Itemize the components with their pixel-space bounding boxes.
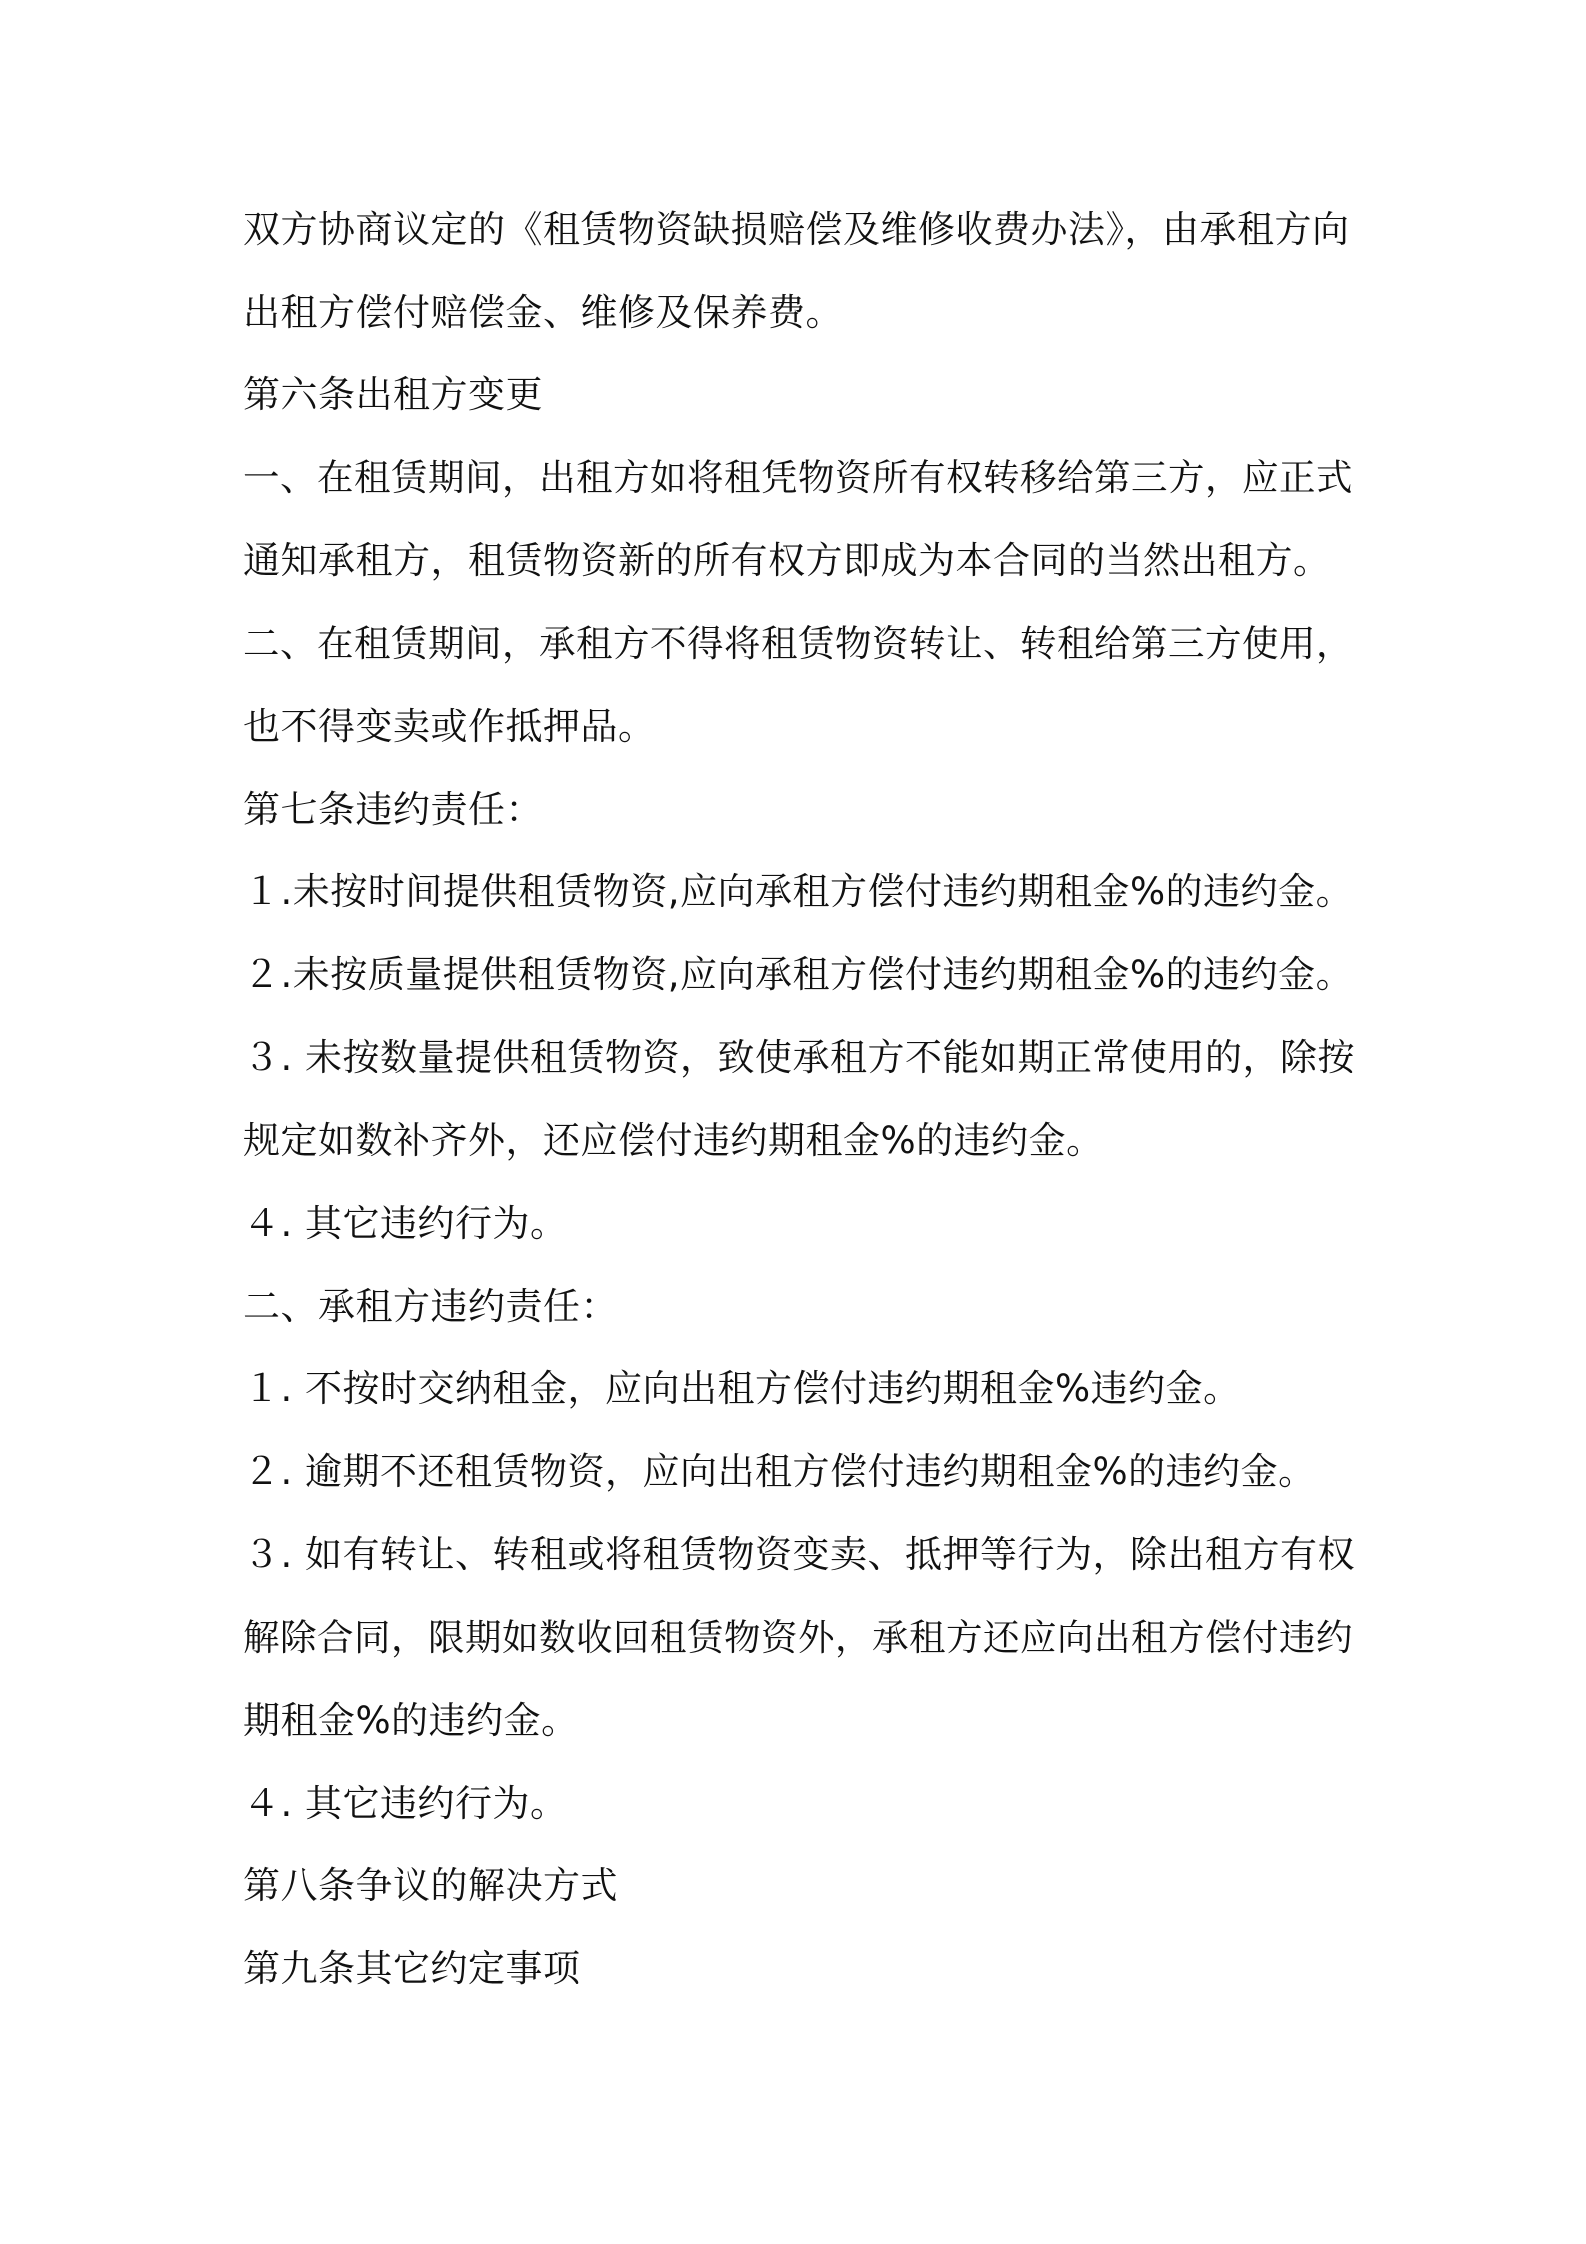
text-line: 出租方偿付赔偿金、维修及保养费。 xyxy=(243,291,843,334)
article-heading: 第六条出租方变更 xyxy=(243,373,543,416)
article-heading: 第七条违约责任： xyxy=(243,788,543,831)
text-line: 双方协商议定的《租赁物资缺损赔偿及维修收费办法》，由承租方向 xyxy=(243,208,1350,251)
list-item: １. 不按时交纳租金，应向出租方偿付违约期租金%违约金。 xyxy=(243,1367,1241,1410)
text-line: 通知承租方，租赁物资新的所有权方即成为本合同的当然出租方。 xyxy=(243,539,1331,582)
text-line: 也不得变卖或作抵押品。 xyxy=(243,705,656,748)
article-heading: 第九条其它约定事项 xyxy=(243,1947,581,1990)
list-item: ２. 逾期不还租赁物资，应向出租方偿付违约期租金%的违约金。 xyxy=(243,1450,1316,1493)
text-line: 期租金%的违约金。 xyxy=(243,1699,579,1742)
list-item: ３. 如有转让、转租或将租赁物资变卖、抵押等行为，除出租方有权 xyxy=(243,1533,1356,1576)
text-line: 规定如数补齐外，还应偿付违约期租金%的违约金。 xyxy=(243,1119,1104,1162)
text-line: 二、在租赁期间，承租方不得将租赁物资转让、转租给第三方使用， xyxy=(243,622,1353,665)
text-line: 一、在租赁期间，出租方如将租凭物资所有权转移给第三方，应正式 xyxy=(243,456,1353,499)
text-line: 解除合同，限期如数收回租赁物资外，承租方还应向出租方偿付违约 xyxy=(243,1616,1353,1659)
list-item: ４. 其它违约行为。 xyxy=(243,1782,568,1825)
list-item: ３. 未按数量提供租赁物资，致使承租方不能如期正常使用的，除按 xyxy=(243,1036,1356,1079)
section-heading: 二、承租方违约责任： xyxy=(243,1285,618,1328)
list-item: １.未按时间提供租赁物资,应向承租方偿付违约期租金%的违约金。 xyxy=(243,870,1354,913)
list-item: ４. 其它违约行为。 xyxy=(243,1202,568,1245)
list-item: ２.未按质量提供租赁物资,应向承租方偿付违约期租金%的违约金。 xyxy=(243,953,1354,996)
article-heading: 第八条争议的解决方式 xyxy=(243,1864,618,1907)
